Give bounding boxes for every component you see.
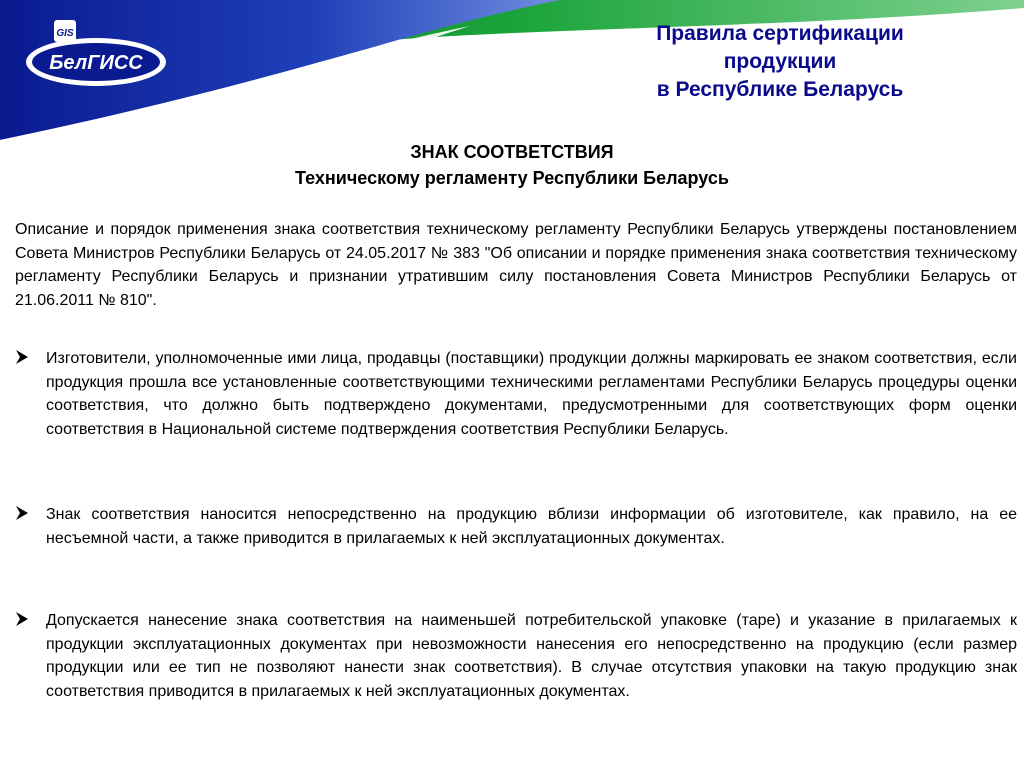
- logo-text: БелГИСС: [49, 52, 143, 74]
- section-heading-line-1: ЗНАК СООТВЕТСТВИЯ: [410, 142, 614, 162]
- section-heading-line-2: Техническому регламенту Республики Беларусь: [295, 168, 729, 188]
- slide-title: [560, 20, 1000, 104]
- arrow-bullet-icon: [15, 611, 29, 627]
- bullet-item: [15, 503, 1017, 550]
- intro-paragraph: Описание и порядок применения знака соответствия техническому регламенту Республики Беларусь утверждены постановлением Совета Министров Республики Беларусь от 24.05.2017 № 383 "Об описании и порядке применения знака соответствия техническому регламенту Республики Беларусь и признании утратившим силу постановления Совета Министров Республики Беларусь от 21.06.2011 № 810".: [15, 221, 1017, 309]
- section-heading: [0, 139, 1024, 191]
- bullet-text: Знак соответствия наносится непосредственно на продукцию вблизи информации об изготовителе, как правило, на ее несъемной части, а также приводится в прилагаемых к ней эксплуатационных документах.: [46, 506, 1017, 547]
- arrow-bullet-icon: [15, 505, 29, 521]
- logo-emblem-text: GIS: [56, 28, 74, 39]
- belgiss-logo: [22, 18, 170, 90]
- slide-title-line-3: в Республике Беларусь: [656, 78, 904, 101]
- bullet-text: Изготовители, уполномоченные ими лица, продавцы (поставщики) продукции должны маркировать ее знаком соответствия, если продукция прошла все установленные соответствующими техническими регламентами Республики Беларусь процедуры оценки соответствия, что должно быть подтверждено документами, предусмотренными для соответствующих форм оценки соответствия в Национальной системе подтверждения соответствия Республики Беларусь.: [46, 350, 1017, 438]
- arrow-bullet-icon: [15, 349, 29, 365]
- bullet-item: [15, 347, 1017, 441]
- slide-title-line-1: Правила сертификации: [656, 22, 904, 45]
- slide-title-line-2: продукции: [723, 50, 837, 73]
- bullet-item: [15, 609, 1017, 703]
- bullet-text: Допускается нанесение знака соответствия на наименьшей потребительской упаковке (таре) и указание в прилагаемых к продукции эксплуатационных документах при невозможности нанесения его непосредственно на продукцию (если размер продукции или ее тип не позволяют нанести знак соответствия). В случае отсутствия упаковки на такую продукцию знак соответствия приводится в прилагаемых к ней эксплуатационных документах.: [46, 612, 1017, 700]
